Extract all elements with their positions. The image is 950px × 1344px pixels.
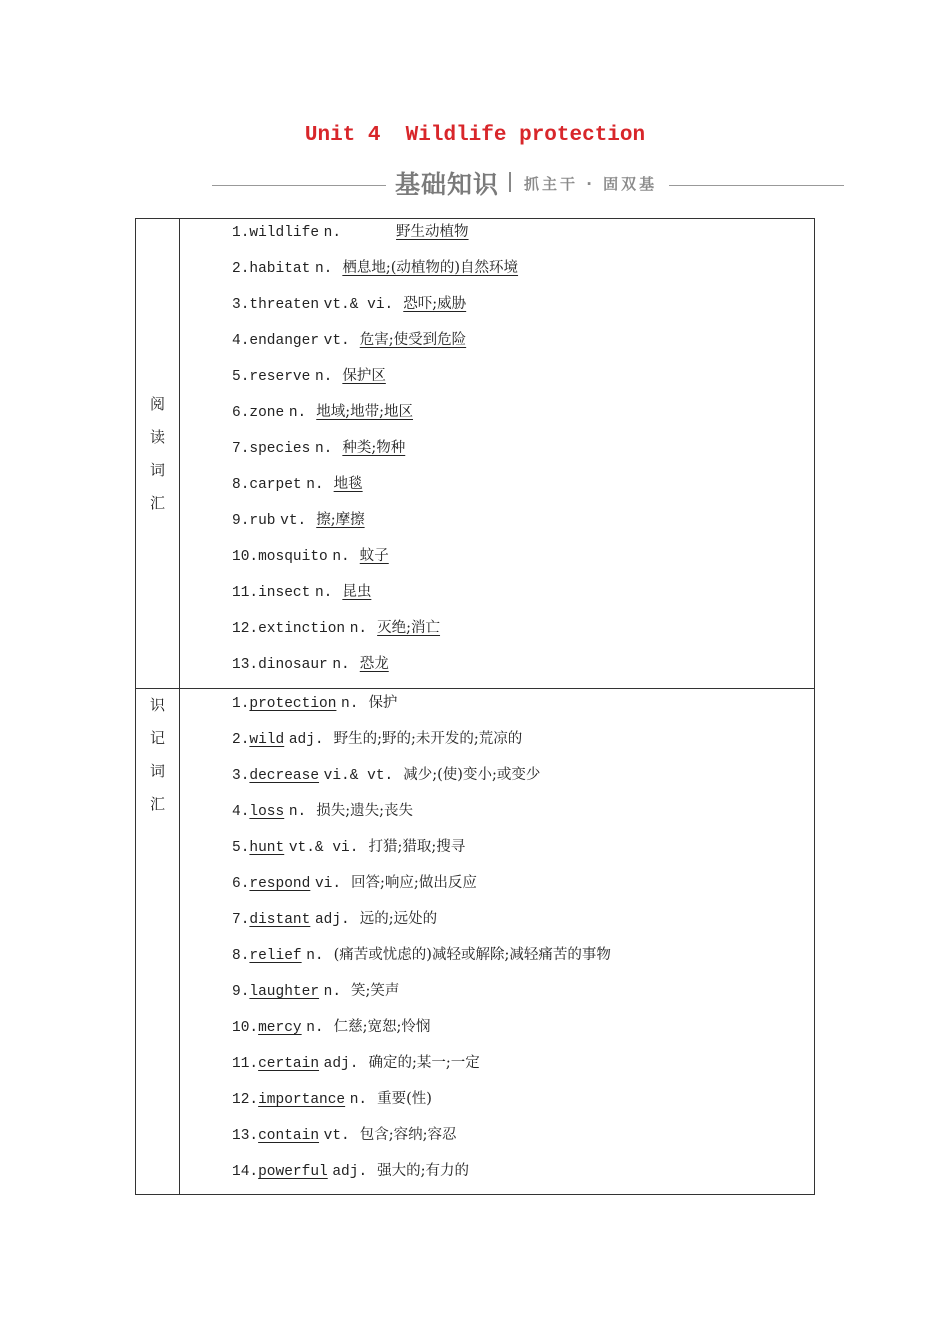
vocab-row: [232, 435, 814, 471]
item-word: dinosaur: [258, 657, 328, 673]
item-pos: n.: [314, 585, 333, 601]
vocab-row: [232, 1050, 814, 1086]
item-number: 7.: [232, 441, 250, 457]
item-number: 5.: [232, 840, 250, 856]
item-word: reserve: [249, 369, 311, 385]
item-meaning: 损失;遗失;丧失: [316, 803, 414, 819]
item-meaning: 笑;笑声: [351, 983, 400, 999]
vocab-row: [232, 1014, 814, 1050]
item-word: protection: [249, 696, 337, 712]
item-word: threaten: [249, 297, 320, 313]
item-number: 3.: [232, 297, 250, 313]
item-word: wild: [249, 732, 285, 748]
banner-rule-left: [212, 185, 386, 186]
banner-main: 基础知识: [395, 170, 500, 199]
label-char: 识: [149, 696, 165, 714]
item-word: distant: [249, 912, 311, 928]
item-meaning: 擦;摩擦: [316, 512, 365, 528]
item-word: wildlife: [249, 225, 320, 241]
item-number: 1.: [232, 225, 250, 241]
vocab-row: [232, 942, 814, 978]
vocab-row: [232, 291, 814, 327]
item-number: 7.: [232, 912, 250, 928]
vocab-row: [232, 399, 814, 435]
item-number: 2.: [232, 261, 250, 277]
banner-sub: 抓主干 · 固双基: [524, 175, 658, 193]
vocab-row: [232, 255, 814, 291]
vocab-row: [232, 690, 814, 726]
item-pos: n.: [323, 984, 342, 1000]
item-pos: vt.& vi.: [288, 840, 359, 856]
section-banner: [212, 162, 844, 198]
item-pos: n.: [306, 1020, 324, 1036]
item-word: habitat: [249, 261, 311, 277]
item-pos: vt.: [323, 1128, 350, 1144]
item-word: rub: [249, 513, 276, 529]
item-number: 13.: [232, 657, 259, 673]
vocab-row: [232, 615, 814, 651]
item-number: 12.: [232, 1092, 259, 1108]
item-number: 4.: [232, 804, 250, 820]
item-meaning: 恐吓;威胁: [403, 296, 467, 312]
item-meaning: 打猎;猎取;搜寻: [368, 839, 466, 855]
item-pos: adj.: [332, 1164, 368, 1180]
item-number: 14.: [232, 1164, 259, 1180]
item-meaning: 昆虫: [342, 584, 372, 600]
vocab-row: [232, 579, 814, 615]
item-pos: n.: [341, 696, 359, 712]
item-pos: n.: [332, 657, 350, 673]
item-pos: vt.: [280, 513, 307, 529]
item-pos: vt.: [323, 333, 350, 349]
item-number: 2.: [232, 732, 250, 748]
item-pos: adj.: [288, 732, 324, 748]
page-title: Unit 4 Wildlife protection: [304, 124, 646, 147]
item-word: insect: [258, 585, 311, 601]
item-number: 12.: [232, 621, 259, 637]
item-meaning: 回答;响应;做出反应: [351, 875, 477, 891]
item-number: 3.: [232, 768, 250, 784]
vocab-row: [232, 978, 814, 1014]
item-pos: n.: [306, 477, 324, 493]
item-meaning: 包含;容纳;容忍: [359, 1127, 457, 1143]
item-word: powerful: [258, 1164, 328, 1180]
item-pos: vt.& vi.: [323, 297, 394, 313]
label-char: 词: [149, 460, 165, 479]
item-meaning: 强大的;有力的: [377, 1163, 470, 1179]
item-meaning: 野生的;野的;未开发的;荒凉的: [333, 731, 523, 747]
vocab-row: [232, 219, 814, 255]
item-pos: n.: [332, 549, 350, 565]
item-word: zone: [249, 405, 285, 421]
item-word: mercy: [258, 1020, 302, 1036]
vocab-row: [232, 363, 814, 399]
vocab-row: [232, 471, 814, 507]
vocab-row: [232, 798, 814, 834]
item-number: 8.: [232, 477, 250, 493]
item-pos: n.: [314, 441, 333, 457]
item-number: 1.: [232, 696, 250, 712]
item-meaning: 栖息地;(动植物的)自然环境: [342, 260, 519, 276]
vocab-row: [232, 1122, 814, 1158]
section-reading: [136, 219, 815, 689]
vocab-row: [232, 1158, 814, 1194]
item-word: loss: [249, 804, 285, 820]
item-pos: n.: [349, 1092, 368, 1108]
item-pos: n.: [288, 804, 307, 820]
item-meaning: 重要(性): [377, 1091, 432, 1107]
item-number: 6.: [232, 405, 250, 421]
item-number: 11.: [232, 585, 259, 601]
item-number: 10.: [232, 549, 259, 565]
item-number: 13.: [232, 1128, 259, 1144]
vocab-row: [232, 651, 814, 687]
label-char: 汇: [149, 493, 165, 512]
item-word: species: [249, 441, 311, 457]
label-char: 汇: [149, 795, 165, 813]
item-meaning: 灭绝;消亡: [377, 620, 441, 636]
item-word: respond: [249, 876, 311, 892]
item-number: 8.: [232, 948, 250, 964]
item-meaning: 野生动植物: [396, 224, 469, 240]
reading-list: [180, 219, 815, 689]
item-pos: n.: [349, 621, 368, 637]
vocab-row: [232, 870, 814, 906]
item-number: 10.: [232, 1020, 259, 1036]
vocab-row: [232, 762, 814, 798]
item-meaning: 种类;物种: [342, 440, 406, 456]
item-meaning: 仁慈;宽恕;怜悯: [333, 1019, 431, 1035]
item-word: carpet: [249, 477, 302, 493]
item-number: 5.: [232, 369, 250, 385]
label-char: 记: [149, 729, 165, 747]
item-pos: vi.: [314, 876, 342, 892]
item-word: importance: [258, 1092, 346, 1108]
label-char: 阅: [149, 394, 165, 413]
item-meaning: 保护区: [342, 368, 386, 384]
item-pos: n.: [314, 369, 333, 385]
item-meaning: 恐龙: [359, 656, 389, 672]
item-pos: n.: [314, 261, 333, 277]
vocab-row: [232, 327, 814, 363]
item-word: endanger: [249, 333, 320, 349]
item-meaning: 减少;(使)变小;或变少: [403, 767, 541, 783]
item-word: extinction: [258, 621, 346, 637]
item-pos: vi.& vt.: [323, 768, 394, 784]
item-number: 4.: [232, 333, 250, 349]
item-meaning: 地域;地带;地区: [316, 404, 414, 420]
item-pos: n.: [306, 948, 324, 964]
item-word: mosquito: [258, 549, 328, 565]
vocab-row: [232, 726, 814, 762]
item-word: decrease: [249, 768, 320, 784]
vocab-row: [232, 834, 814, 870]
item-word: contain: [258, 1128, 320, 1144]
item-number: 9.: [232, 984, 250, 1000]
item-meaning: 确定的;某一;一定: [368, 1055, 480, 1071]
item-number: 11.: [232, 1056, 259, 1072]
section-label-memorize: [136, 689, 180, 1195]
section-label-reading: [136, 219, 180, 689]
item-meaning: 蚊子: [359, 548, 389, 564]
item-pos: adj.: [323, 1056, 359, 1072]
item-meaning: 危害;使受到危险: [359, 332, 467, 348]
item-word: hunt: [249, 840, 285, 856]
item-meaning: 远的;远处的: [359, 911, 438, 927]
item-number: 9.: [232, 513, 250, 529]
item-meaning: 保护: [368, 695, 398, 711]
item-meaning: 地毯: [333, 476, 363, 492]
section-memorize: [136, 689, 815, 1195]
item-word: certain: [258, 1056, 320, 1072]
vocab-row: [232, 507, 814, 543]
item-pos: n.: [323, 225, 342, 241]
vocab-row: [232, 906, 814, 942]
vocab-row: [232, 543, 814, 579]
banner-divider: [509, 172, 511, 192]
memorize-list: [180, 689, 815, 1195]
item-word: laughter: [249, 984, 320, 1000]
item-meaning: (痛苦或忧虑的)减轻或解除;减轻痛苦的事物: [333, 947, 611, 963]
item-word: relief: [249, 948, 302, 964]
label-char: 词: [149, 762, 165, 780]
vocab-table: [135, 218, 815, 1195]
banner-rule-right: [669, 185, 844, 186]
item-number: 6.: [232, 876, 250, 892]
label-char: 读: [149, 427, 165, 446]
item-pos: n.: [288, 405, 307, 421]
vocab-row: [232, 1086, 814, 1122]
item-pos: adj.: [314, 912, 350, 928]
